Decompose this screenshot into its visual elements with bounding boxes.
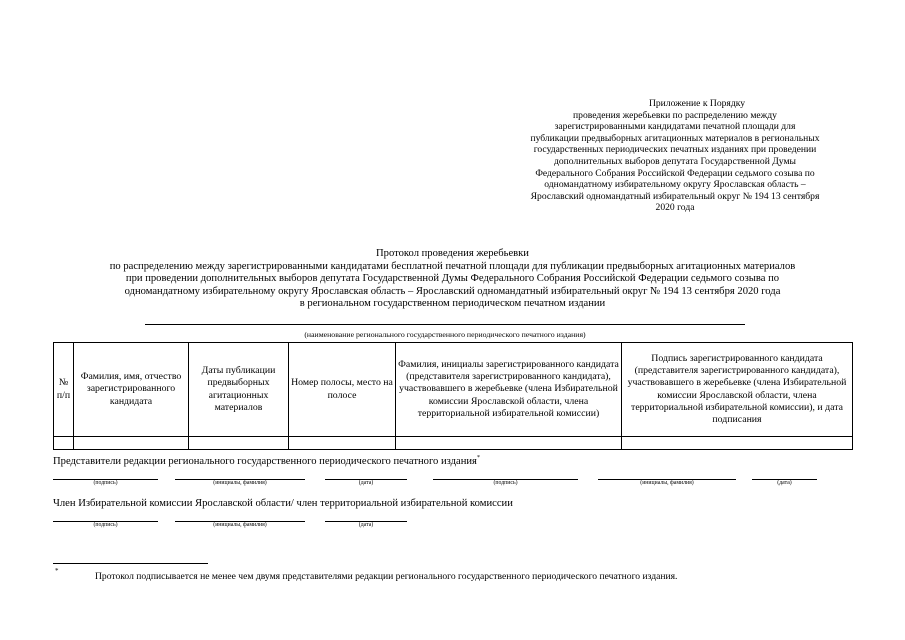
name-caption: (инициалы, фамилия)	[640, 480, 694, 486]
protocol-line: в региональном государственном периодическом печатном издании	[299, 298, 606, 310]
appendix-line: проведения жеребьевки по распределению между	[573, 109, 777, 121]
appendix-line: Федерального Собрания Российской Федерации седьмого созыва по	[535, 167, 815, 179]
protocol-line: по распределению между зарегистрированными кандидатами бесплатной печатной площади для публикации предвыборных агитационных материалов	[109, 260, 796, 272]
date-caption: (дата)	[777, 480, 792, 486]
editorial-signature-field[interactable]	[53, 479, 158, 487]
appendix-line: зарегистрированными кандидатами печатной площади для	[554, 121, 796, 133]
protocol-table	[53, 342, 853, 450]
name-caption: (инициалы, фамилия)	[213, 480, 267, 486]
editorial-date-field[interactable]	[325, 479, 407, 487]
appendix-line: дополнительных выборов депутата Государственной Думы	[554, 155, 796, 167]
column-number: № п/п	[54, 343, 74, 437]
appendix-line: Приложение к Порядку	[648, 98, 746, 109]
table-cell[interactable]	[396, 437, 622, 450]
signature-caption: (подпись)	[93, 480, 118, 486]
appendix-line: одномандатному избирательному округу Ярославская область –	[544, 179, 806, 191]
publication-name-caption: (наименование регионального государственного периодического печатного издания)	[304, 330, 586, 339]
publication-name-line	[145, 324, 745, 325]
footnote-separator	[53, 563, 208, 564]
table-cell[interactable]	[74, 437, 189, 450]
appendix-line: Ярославский одномандатный избирательный округ № 194 13 сентября	[530, 190, 820, 202]
name-caption: (инициалы, фамилия)	[213, 522, 267, 528]
protocol-line: одномандатному избирательному округу Ярославская область – Ярославский одномандатный избирательный округ № 194 13 сентября 2020 года	[124, 285, 781, 297]
editorial-title-text: Представители редакции регионального государственного периодического печатного издания	[53, 456, 477, 467]
appendix-line: публикации предвыборных агитационных материалов в региональных	[530, 132, 820, 144]
editorial-name-field-2[interactable]	[598, 479, 736, 487]
protocol-line: при проведении дополнительных выборов депутата Государственной Думы Федерального Собрания Российской Федерации седьмого созыва по	[125, 273, 780, 285]
signature-caption: (подпись)	[493, 480, 518, 486]
column-participant-name: Фамилия, инициалы зарегистрированного кандидата (представителя зарегистрированного кандидата), участвовавшего в жеребьевке (члена Избирательной комиссии Ярославской области, члена территориальной избирательной комиссии)	[396, 343, 622, 437]
column-signature: Подпись зарегистрированного кандидата (представителя зарегистрированного кандидата), участвовавшего в жеребьевке (члена Избирательной комиссии Ярославской области, члена территориальной избирательной комиссии), и дата подписания	[622, 343, 853, 437]
protocol-line: Протокол проведения жеребьевки	[376, 248, 529, 259]
commission-title: Член Избирательной комиссии Ярославской области/ член территориальной избирательной комиссии	[53, 498, 513, 509]
date-caption: (дата)	[358, 480, 374, 486]
date-caption: (дата)	[358, 522, 374, 528]
table-cell[interactable]	[189, 437, 289, 450]
appendix-line: государственных периодических печатных изданиях при проведении	[533, 144, 817, 156]
commission-name-field[interactable]	[175, 521, 305, 529]
appendix-header	[500, 98, 850, 214]
editorial-name-field[interactable]	[175, 479, 305, 487]
table-header-row	[54, 343, 853, 437]
appendix-line: 2020 года	[655, 202, 695, 214]
editorial-footnote-mark: *	[476, 455, 480, 461]
commission-signature-field[interactable]	[53, 521, 158, 529]
commission-date-field[interactable]	[325, 521, 407, 529]
protocol-title	[40, 248, 865, 311]
column-publication-dates: Даты публикации предвыборных агитационных материалов	[189, 343, 289, 437]
table-cell[interactable]	[289, 437, 396, 450]
editorial-signature-field-2[interactable]	[433, 479, 578, 487]
table-row	[54, 437, 853, 450]
editorial-date-field-2[interactable]	[752, 479, 817, 487]
signature-caption: (подпись)	[93, 522, 118, 528]
footnote-text: Протокол подписывается не менее чем двумя представителями редакции регионального государственного периодического печатного издания.	[95, 571, 678, 582]
column-candidate-name: Фамилия, имя, отчество зарегистрированного кандидата	[74, 343, 189, 437]
table-cell[interactable]	[622, 437, 853, 450]
footnote-mark: *	[55, 567, 59, 575]
editorial-title	[53, 455, 480, 468]
table-cell[interactable]	[54, 437, 74, 450]
column-page-number: Номер полосы, место на полосе	[289, 343, 396, 437]
